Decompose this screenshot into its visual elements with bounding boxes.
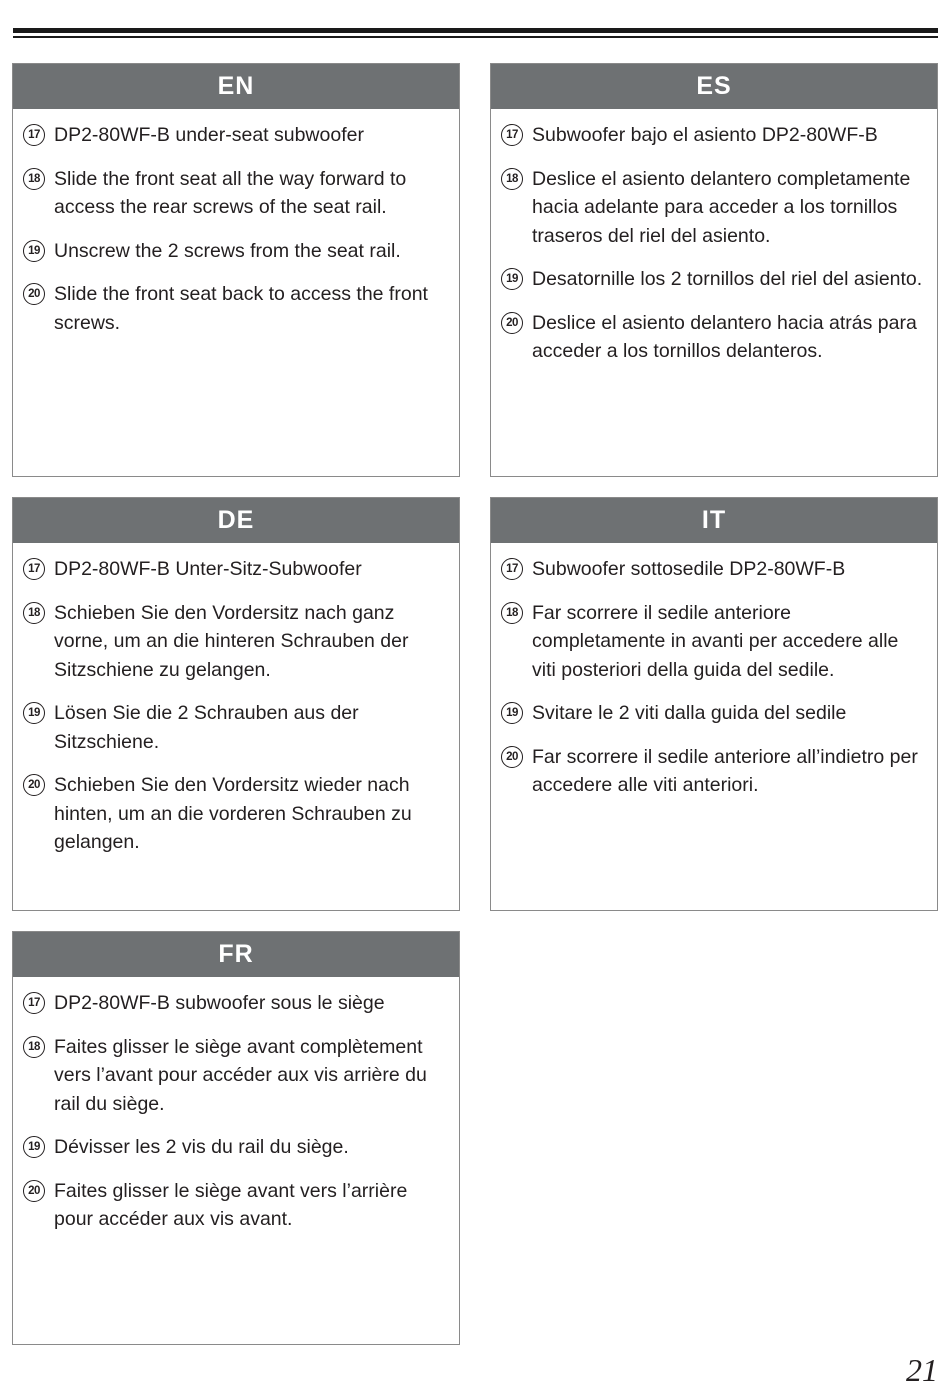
step-text: Svitare le 2 viti dalla guida del sedile	[532, 702, 847, 724]
step-number-badge: 19	[23, 240, 45, 262]
panel-fr-steps	[13, 977, 459, 1234]
step-number-badge: 20	[501, 312, 523, 334]
step-text: Schieben Sie den Vordersitz nach ganz vorne, um an die hinteren Schrauben der Sitzschiene zu gelangen.	[54, 601, 409, 681]
panel-de-header: DE	[13, 498, 459, 543]
panel-it	[490, 497, 938, 911]
step-number-badge: 18	[501, 168, 523, 190]
step-number-badge: 17	[23, 124, 45, 146]
top-rule-thick	[13, 28, 938, 33]
step-text: Far scorrere il sedile anteriore completamente in avanti per accedere alle viti posteriori della guida del sedile.	[532, 601, 899, 681]
step-number-badge: 20	[23, 1180, 45, 1202]
step-item	[501, 309, 927, 366]
step-number-badge: 19	[23, 1136, 45, 1158]
step-item	[23, 1177, 449, 1234]
step-number-badge: 20	[23, 774, 45, 796]
panel-fr-header: FR	[13, 932, 459, 977]
panel-fr	[12, 931, 460, 1345]
panel-es-steps	[491, 109, 937, 366]
step-number-badge: 20	[501, 746, 523, 768]
panel-it-header: IT	[491, 498, 937, 543]
step-number-badge: 17	[23, 558, 45, 580]
step-item	[23, 555, 449, 584]
step-text: Schieben Sie den Vordersitz wieder nach hinten, um an die vorderen Schrauben zu gelangen.	[54, 774, 412, 853]
step-number-badge: 18	[23, 1036, 45, 1058]
step-item	[23, 165, 449, 222]
step-item	[23, 1033, 449, 1119]
step-text: Desatornille los 2 tornillos del riel del asiento.	[532, 268, 923, 290]
step-text: Unscrew the 2 screws from the seat rail.	[54, 239, 401, 262]
step-text: Slide the front seat all the way forward to access the rear screws of the seat rail.	[54, 167, 407, 218]
step-item	[501, 555, 927, 584]
step-text: DP2-80WF-B Unter-Sitz-Subwoofer	[54, 558, 362, 580]
step-item	[23, 989, 449, 1018]
step-item	[23, 599, 449, 685]
step-text: Slide the front seat back to access the front screws.	[54, 283, 428, 334]
step-number-badge: 17	[501, 558, 523, 580]
step-number-badge: 19	[501, 268, 523, 290]
step-text: Subwoofer bajo el asiento DP2-80WF-B	[532, 124, 878, 146]
step-item	[501, 165, 927, 251]
step-item	[501, 599, 927, 685]
step-text: Deslice el asiento delantero completamente hacia adelante para acceder a los tornillos traseros del riel del asiento.	[532, 167, 911, 247]
step-text: Faites glisser le siège avant vers l’arrière pour accéder aux vis avant.	[54, 1179, 408, 1230]
step-item	[23, 771, 449, 857]
panel-de-steps	[13, 543, 459, 857]
step-number-badge: 18	[23, 168, 45, 190]
panel-en	[12, 63, 460, 477]
page-number: 21	[906, 1352, 938, 1388]
step-text: DP2-80WF-B under-seat subwoofer	[54, 124, 364, 146]
step-text: DP2-80WF-B subwoofer sous le siège	[54, 992, 385, 1014]
step-item	[501, 121, 927, 150]
step-text: Subwoofer sottosedile DP2-80WF-B	[532, 558, 846, 580]
panel-es-header: ES	[491, 64, 937, 109]
step-item	[501, 699, 927, 728]
step-number-badge: 19	[501, 702, 523, 724]
step-item	[23, 280, 449, 337]
panel-de	[12, 497, 460, 911]
step-item	[23, 121, 449, 150]
step-number-badge: 19	[23, 702, 45, 724]
step-text: Deslice el asiento delantero hacia atrás para acceder a los tornillos delanteros.	[532, 311, 917, 362]
step-text: Lösen Sie die 2 Schrauben aus der Sitzschiene.	[54, 702, 359, 753]
step-number-badge: 18	[501, 602, 523, 624]
step-item	[23, 699, 449, 756]
step-number-badge: 17	[23, 992, 45, 1014]
step-item	[501, 265, 927, 294]
step-item	[23, 1133, 449, 1162]
step-item	[23, 237, 449, 266]
top-rule-thin	[13, 36, 938, 38]
panel-it-steps	[491, 543, 937, 800]
step-text: Dévisser les 2 vis du rail du siège.	[54, 1136, 349, 1158]
panel-es	[490, 63, 938, 477]
step-number-badge: 20	[23, 283, 45, 305]
step-text: Far scorrere il sedile anteriore all’indietro per accedere alle viti anteriori.	[532, 745, 918, 796]
panel-en-steps	[13, 109, 459, 337]
step-number-badge: 18	[23, 602, 45, 624]
step-text: Faites glisser le siège avant complètement vers l’avant pour accéder aux vis arrière du rail du siège.	[54, 1035, 427, 1115]
step-number-badge: 17	[501, 124, 523, 146]
step-item	[501, 743, 927, 800]
panel-en-header: EN	[13, 64, 459, 109]
